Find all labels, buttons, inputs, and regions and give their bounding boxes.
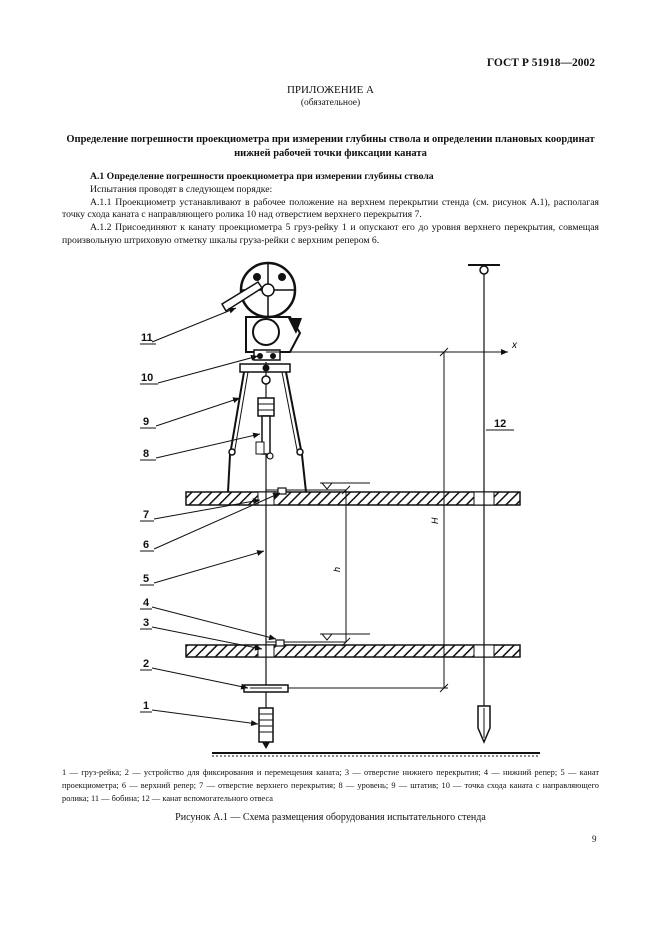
callout-6: 6: [143, 539, 150, 551]
callout-9: 9: [143, 416, 150, 428]
x-axis: [266, 340, 518, 352]
upper-floor: [186, 492, 520, 505]
callout-8: 8: [143, 448, 150, 460]
paragraph-1: Испытания проводят в следующем порядке:: [90, 183, 273, 195]
lower-floor: [186, 645, 520, 657]
subheading: А.1 Определение погрешности проекциометра при измерении глубины ствола: [90, 171, 434, 182]
page-number: 9: [592, 834, 597, 844]
figure-title: Рисунок А.1 — Схема размещения оборудования испытательного стенда: [175, 812, 486, 823]
ground-line: [212, 753, 540, 756]
paragraph-2: А.1.1 Проекциометр устанавливают в рабочее положение на верхнем перекрытии стенда (см. рисунок А.1), располагая точку схода каната с направляющего ролика 10 над отверстием верхнего перекрытия 7.: [62, 196, 599, 221]
callout-1: 1: [143, 700, 150, 712]
x-axis-label: x: [512, 340, 517, 351]
roller-housing: [246, 317, 302, 360]
callout-10: 10: [141, 372, 154, 384]
dim-H-label: H: [430, 517, 440, 524]
dimension-h: [332, 486, 350, 646]
callout-3: 3: [143, 617, 150, 629]
dim-h-label: h: [332, 566, 342, 572]
cable-fixing-device: [244, 685, 288, 692]
callout-2: 2: [143, 658, 150, 670]
lower-reference: [266, 634, 370, 646]
standard-header: ГОСТ Р 51918—2002: [486, 57, 595, 69]
callout-4: 4: [143, 597, 150, 609]
weight-rod: [259, 708, 273, 749]
figure-legend: 1 — груз-рейка; 2 — устройство для фиксирования и перемещения каната; 3 — отверстие нижнего перекрытия; 4 — нижний репер; 5 — канат проекциометра; 6 — верхний репер; 7 — отверстие верхнего перекрытия; 8 — уровень; 9 — штатив; 10 — точка схода каната с направляющего ролика; 11 — бобина; 12 — канат вспомогательного отвеса: [62, 768, 599, 803]
callout-5: 5: [143, 573, 150, 585]
appendix-subtitle: (обязательное): [300, 98, 361, 108]
paragraph-3: А.1.2 Присоединяют к канату проекциометра 5 груз-рейку 1 и опускают его до уровня верхнего перекрытия, совмещая произвольную штриховую отметку шкалы груза-рейки с верхним репером 6.: [62, 222, 599, 246]
level: [256, 398, 274, 459]
callouts: [140, 308, 514, 724]
callout-11: 11: [141, 332, 153, 344]
test-stand-drawing: [0, 250, 661, 760]
appendix-heading: [0, 84, 661, 110]
appendix-title: ПРИЛОЖЕНИЕ А: [286, 84, 374, 96]
body-text: [62, 171, 599, 248]
dimension-H: [288, 348, 448, 692]
section-title: Определение погрешности проекциометра при измерении глубины ствола и определении плановых координат нижней рабочей точки фиксации каната: [66, 134, 595, 159]
callout-12: 12: [494, 418, 507, 430]
callout-7: 7: [143, 509, 150, 521]
